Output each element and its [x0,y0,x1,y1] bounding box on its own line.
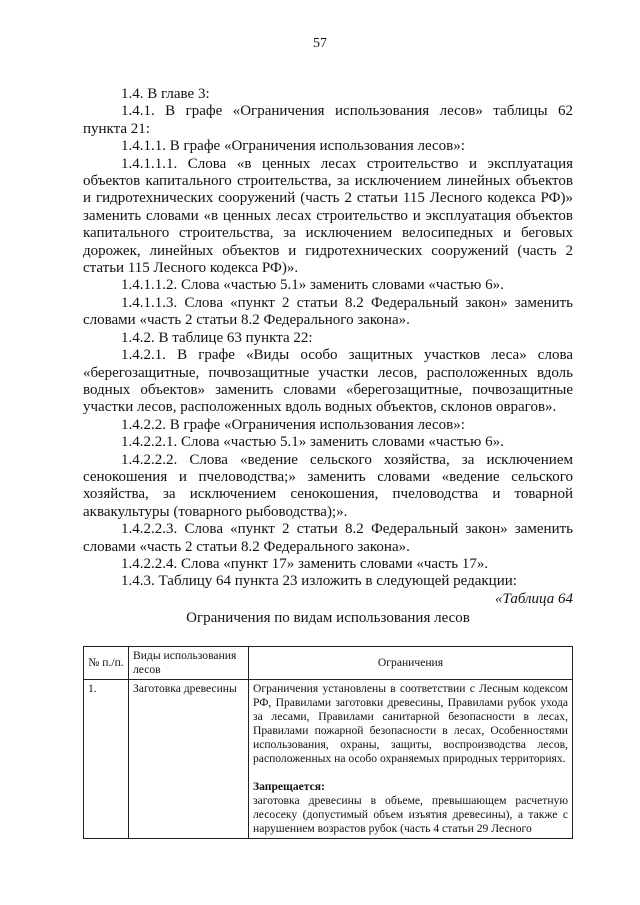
restrictions-table [83,646,573,839]
paragraph: 1.4.2.2.3. Слова «пункт 2 статьи 8.2 Федеральный закон» заменить словами «часть 2 статьи 8.2 Федерального закона». [83,521,573,555]
paragraph: 1.4.1.1.3. Слова «пункт 2 статьи 8.2 Федеральный закон» заменить словами «часть 2 статьи 8.2 Федерального закона». [83,294,573,329]
header-number: № п./п. [84,647,129,680]
row-usage-type: Заготовка древесины [129,680,249,839]
prohibited-text: заготовка древесины в объеме, превышающем расчетную лесосеку (допустимый объем изъятия древесины), а также с нарушением возрастов рубок (часть 4 статьи 29 Лесного [253,794,568,835]
table-label: «Таблица 64 [495,590,573,607]
header-usage-type: Виды использования лесов [129,647,249,680]
paragraph: 1.4.1.1.1. Слова «в ценных лесах строительство и эксплуатация объектов капитального строительства, за исключением линейных объектов и гидротехнических сооружений (часть 2 статьи 115 Лесного кодекса РФ)» заменить словами «в ценных лесах строительство и эксплуатация объектов капитального строительства, за исключением велосипедных и беговых дорожек, линейных объектов и гидротехнических сооружений (часть 2 статьи 115 Лесного кодекса РФ)». [83,155,573,277]
paragraph: 1.4. В главе 3: [121,86,210,102]
paragraph: 1.4.2.2.1. Слова «частью 5.1» заменить словами «частью 6». [121,434,504,451]
table-header-row [84,647,573,680]
document-body [83,86,573,608]
paragraph: 1.4.2.2.2. Слова «ведение сельского хозяйства, за исключением сенокошения и пчеловодства;» заменить словами «ведение сельского хозяйства, за исключением сенокошения, пчеловодства и товарной аквакультуры (товарного рыбоводства);». [83,451,573,520]
paragraph: 1.4.2. В таблице 63 пункта 22: [121,329,313,346]
header-restrictions: Ограничения [249,647,573,680]
paragraph: 1.4.1. В графе «Ограничения использования лесов» таблицы 62 пункта 21: [83,103,573,137]
paragraph: 1.4.3. Таблицу 64 пункта 23 изложить в следующей редакции: [121,573,517,590]
row-number: 1. [84,680,129,839]
paragraph: 1.4.1.1.2. Слова «частью 5.1» заменить словами «частью 6». [121,277,504,294]
table-row [84,680,573,839]
page-number: 57 [313,36,327,51]
paragraph: 1.4.2.2. В графе «Ограничения использования лесов»: [121,416,465,433]
row-restrictions [249,680,573,839]
table-title: Ограничения по видам использования лесов [186,610,470,626]
restrictions-text: Ограничения установлены в соответствии с Лесным кодексом РФ, Правилами заготовки древесины, Правилами рубок ухода за лесами, Правилами санитарной безопасности в лесах, Правилами пожарной безопасности в лесах, Особенностями использования, охраны, защиты, воспроизводства лесов, расположенных на особо охраняемых природных территориях. [253,682,568,765]
prohibited-label: Запрещается: [253,780,325,793]
paragraph: 1.4.2.1. В графе «Виды особо защитных участков леса» слова «берегозащитные, почвозащитные участки лесов, расположенных вдоль водных объектов» заменить словами «берегозащитные, почвозащитные участки лесов, расположенных вдоль водных объектов, склонов оврагов». [83,347,573,416]
paragraph: 1.4.1.1. В графе «Ограничения использования лесов»: [121,138,465,155]
paragraph: 1.4.2.2.4. Слова «пункт 17» заменить словами «часть 17». [121,555,489,572]
